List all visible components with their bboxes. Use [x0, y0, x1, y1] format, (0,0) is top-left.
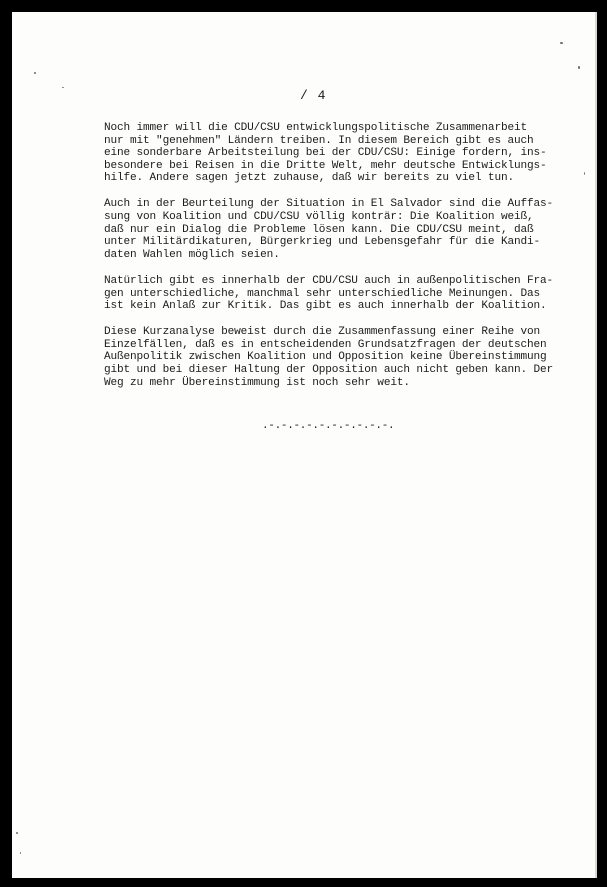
document-page — [12, 12, 597, 878]
scan-speck — [62, 87, 64, 88]
paragraph-development-policy: Noch immer will die CDU/CSU entwicklungspolitische Zusammenarbeit nur mit "genehmen" Ländern treiben. In diesem Bereich gibt es auch eine sonderbare Arbeitsteilung bei der CDU/CSU: Einige fordern, ins- besondere bei Reisen in die Dritte Welt, mehr deutsche Entwicklungs- hilfe. Andere sagen jetzt zuhause, daß wir bereits zu viel tun. — [104, 122, 547, 185]
paragraph-conclusion: Diese Kurzanalyse beweist durch die Zusammenfassung einer Reihe von Einzelfällen, daß es in entscheidenden Grundsatzfragen der deutschen Außenpolitik zwischen Koalition und Opposition keine Übereinstimmung gibt und bei dieser Haltung der Opposition auch nicht geben kann. Der Weg zu mehr Übereinstimmung ist noch sehr weit. — [104, 326, 554, 389]
paragraph-differing-opinions: Natürlich gibt es innerhalb der CDU/CSU auch in außenpolitischen Fra- gen unterschiedliche, manchmal sehr unterschiedliche Meinungen. Das ist kein Anlaß zur Kritik. Das gibt es auch innerhalb der Koalition. — [104, 274, 554, 313]
scan-speck — [578, 66, 580, 69]
body-text — [104, 122, 582, 403]
paragraph-el-salvador: Auch in der Beurteilung der Situation in El Salvador sind die Auffas- sung von Koalition und CDU/CSU völlig konträr: Die Koalition weiß, daß nur ein Dialog die Probleme lösen kann. Die CDU/CSU meint, daß unter Militärdikaturen, Bürgerkrieg und Lebensgefahr für die Kandi- daten Wahlen möglich seien. — [104, 198, 554, 261]
scan-speck — [34, 72, 36, 74]
scan-speck — [560, 42, 563, 44]
scan-speck — [16, 832, 18, 834]
scan-speck — [20, 852, 21, 854]
page-edge — [595, 12, 597, 878]
section-separator: .-.-.-.-.-.-.-.-.-.-. — [262, 420, 395, 432]
page-number: / 4 — [300, 88, 327, 103]
scan-speck — [584, 172, 585, 175]
